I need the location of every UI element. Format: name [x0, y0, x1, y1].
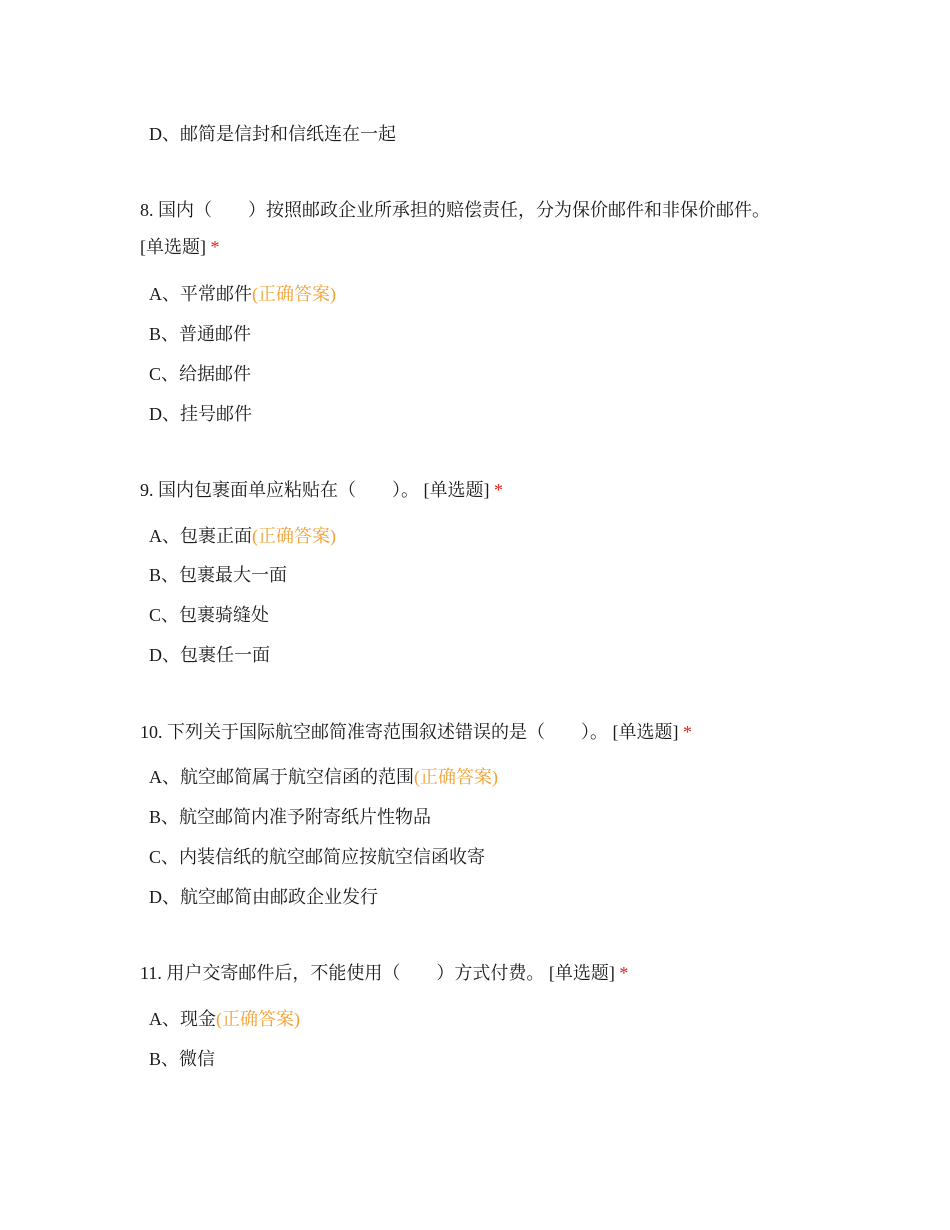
option-a [149, 282, 336, 306]
option-text: D、航空邮简由邮政企业发行 [149, 887, 378, 907]
required-marker: * [494, 480, 503, 500]
question-type: [单选题] [548, 963, 615, 983]
option-b [149, 1047, 215, 1071]
option-d [149, 643, 270, 667]
option-text: A、航空邮简属于航空信函的范围 [149, 767, 414, 787]
question-type: [单选题] [140, 237, 206, 257]
question-type: [单选题] [423, 480, 490, 500]
option-b [149, 805, 431, 829]
option-d [149, 885, 378, 909]
required-marker: * [210, 237, 220, 257]
required-marker: * [683, 722, 692, 742]
question-text: 下列关于国际航空邮简准寄范围叙述错误的是（ ）。 [167, 722, 608, 742]
question-number: 10. [140, 722, 163, 742]
question-type: [单选题] [612, 722, 679, 742]
question-11-title [140, 961, 628, 985]
option-text: B、普通邮件 [149, 324, 252, 344]
option-d [149, 402, 252, 426]
question-number: 9. [140, 480, 154, 500]
required-marker: * [619, 963, 629, 983]
correct-answer-tag: (正确答案) [252, 526, 336, 546]
question-text: 用户交寄邮件后，不能使用（ ）方式付费。 [166, 963, 545, 983]
option-c [149, 362, 251, 386]
correct-answer-tag: (正确答案) [252, 284, 336, 304]
question-text: 国内包裹面单应粘贴在（ ）。 [158, 480, 419, 500]
option-text: A、现金 [149, 1009, 216, 1029]
option-a [149, 1007, 300, 1031]
option-text: A、平常邮件 [149, 284, 252, 304]
question-8-title [140, 198, 770, 222]
question-number: 8. [140, 200, 154, 220]
question-10-title [140, 720, 692, 744]
option-text: A、包裹正面 [149, 526, 252, 546]
option-d [149, 122, 396, 146]
option-c [149, 603, 269, 627]
option-text: D、挂号邮件 [149, 404, 252, 424]
option-text: D、邮简是信封和信纸连在一起 [149, 124, 396, 144]
option-c [149, 845, 485, 869]
option-text: C、给据邮件 [149, 364, 252, 384]
correct-answer-tag: (正确答案) [414, 767, 498, 787]
option-text: B、航空邮简内准予附寄纸片性物品 [149, 807, 432, 827]
option-text: B、包裹最大一面 [149, 565, 288, 585]
correct-answer-tag: (正确答案) [216, 1009, 300, 1029]
option-b [149, 322, 251, 346]
option-text: D、包裹任一面 [149, 645, 270, 665]
question-text: 国内（ ）按照邮政企业所承担的赔偿责任，分为保价邮件和非保价邮件。 [158, 200, 770, 220]
question-9-title [140, 478, 503, 502]
question-number: 11. [140, 963, 162, 983]
option-a [149, 765, 498, 789]
option-text: C、内装信纸的航空邮简应按航空信函收寄 [149, 847, 486, 867]
option-b [149, 563, 287, 587]
option-text: C、包裹骑缝处 [149, 605, 270, 625]
question-8-type-line [140, 235, 220, 259]
option-a [149, 524, 336, 548]
option-text: B、微信 [149, 1049, 216, 1069]
